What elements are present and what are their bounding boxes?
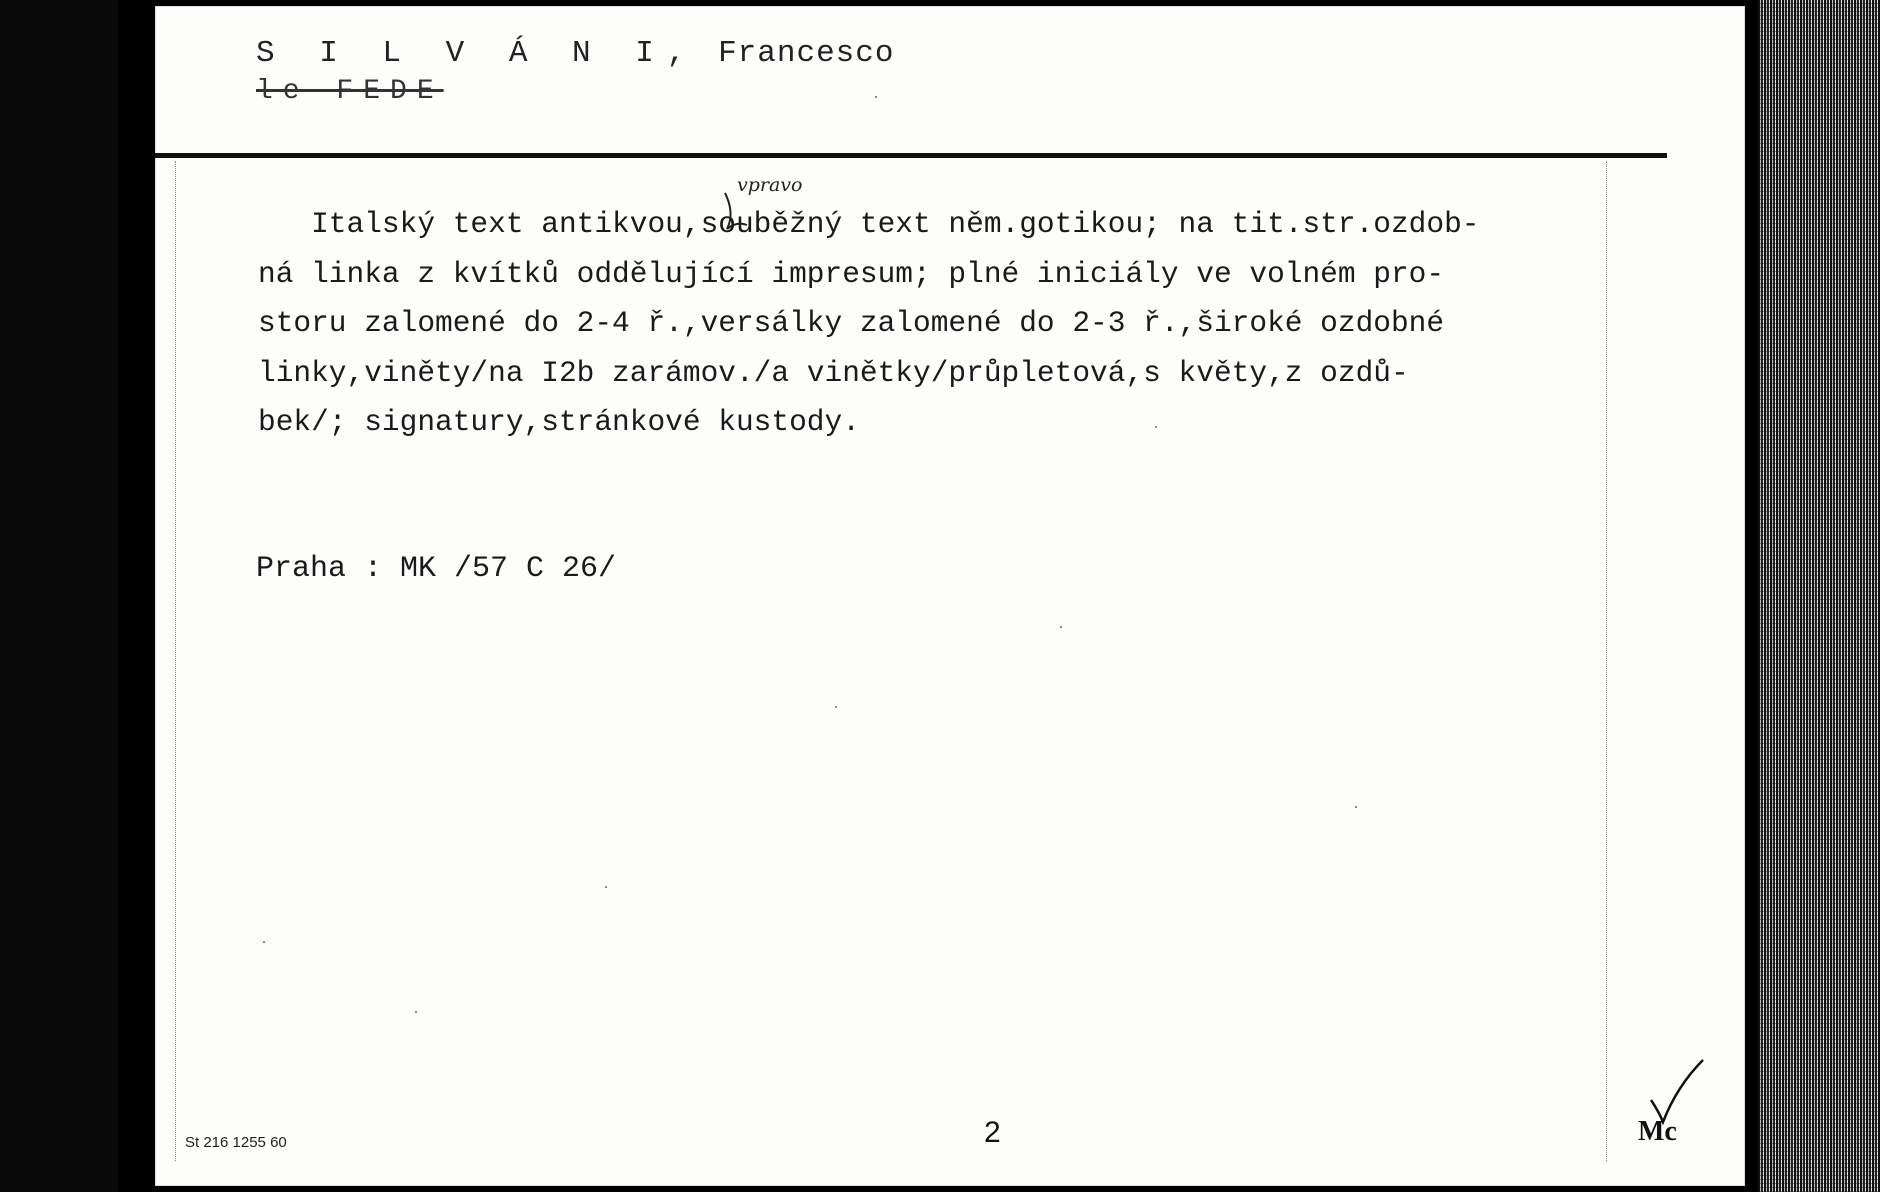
- paper-speck: [1355, 806, 1357, 808]
- description-line: storu zalomené do 2-4 ř.,versálky zalomené do 2-3 ř.,široké ozdobné: [258, 306, 1445, 340]
- description-line: linky,viněty/na I2b zarámov./a vinětky/průpletová,s květy,z ozdů-: [258, 355, 1409, 390]
- catalog-card: [155, 6, 1745, 1186]
- right-film-edge: [1758, 0, 1880, 1192]
- card-heading: [256, 36, 895, 71]
- heading-surname: S I L V Á N I,: [256, 36, 699, 71]
- card-number: 2: [984, 1116, 1001, 1149]
- paper-speck: [415, 1011, 417, 1013]
- heading-rule: [155, 153, 1667, 158]
- left-film-margin: [0, 0, 118, 1192]
- paper-speck: [1060, 626, 1062, 628]
- paper-speck: [835, 706, 837, 708]
- paper-speck: [875, 96, 877, 98]
- paper-speck: [1155, 426, 1157, 428]
- card-description: [258, 200, 1623, 448]
- cataloger-initials: Mc: [1638, 1116, 1677, 1147]
- heading-given-name: Francesco: [718, 36, 895, 71]
- description-line: bek/; signatury,stránkové kustody.: [258, 405, 860, 439]
- left-margin-guide: [175, 161, 176, 1161]
- struck-through-heading: le FEDE: [256, 76, 444, 107]
- paper-speck: [605, 886, 607, 888]
- form-code: St 216 1255 60: [185, 1134, 287, 1151]
- shelfmark: Praha : MK /57 C 26/: [256, 552, 617, 586]
- description-line: ná linka z kvítků oddělující impresum; plné iniciály ve volném pro-: [258, 256, 1445, 291]
- paper-speck: [263, 941, 265, 943]
- handwritten-insertion: vpravo: [737, 174, 803, 196]
- description-line: Italský text antikvou,souběžný text něm.gotikou; na tit.str.ozdob-: [258, 207, 1480, 241]
